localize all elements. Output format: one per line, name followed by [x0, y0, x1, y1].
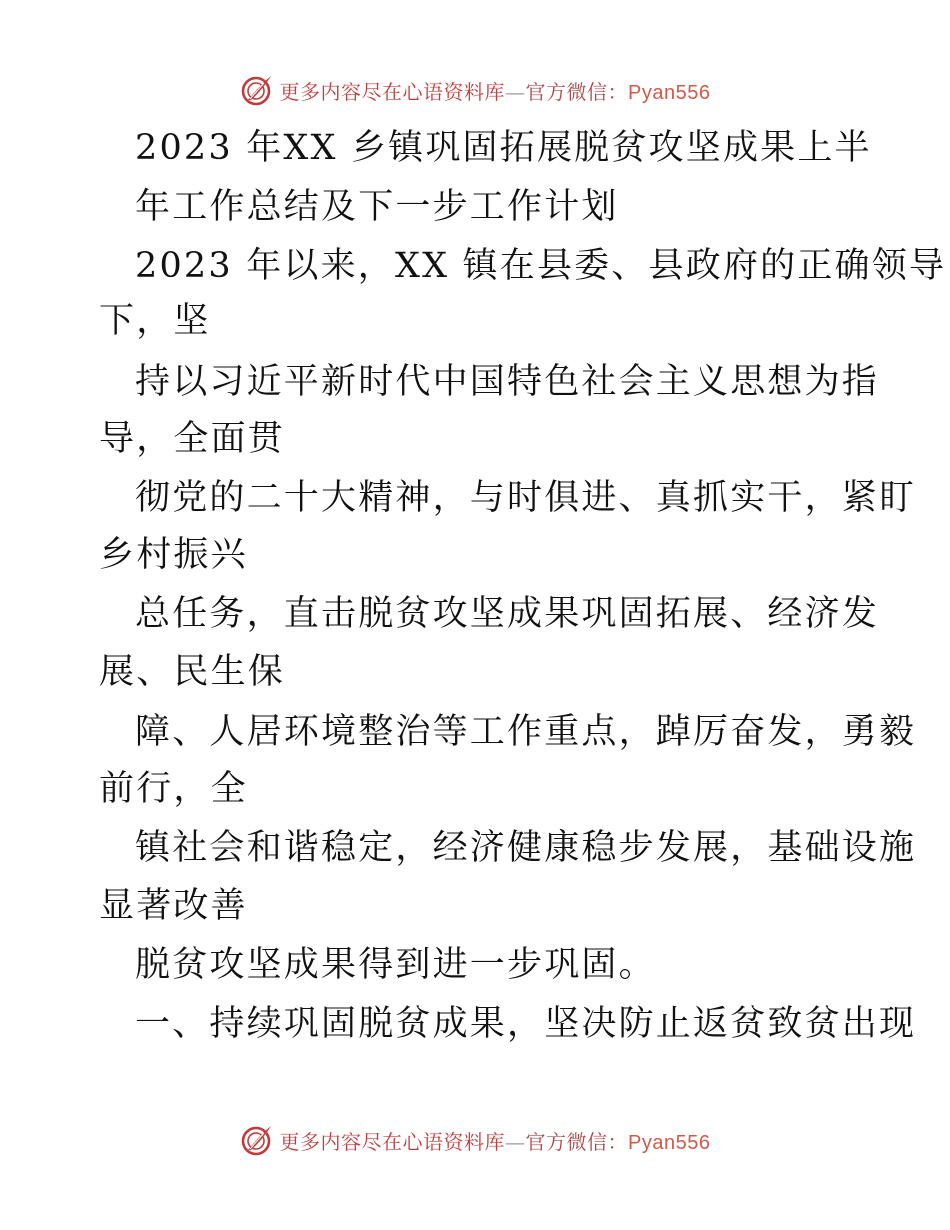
body-line: 展、民生保 — [99, 652, 286, 692]
quill-logo-icon — [240, 1123, 274, 1157]
body-line: 总任务，直击脱贫攻坚成果巩固拓展、经济发 — [135, 594, 880, 634]
watermark-text — [280, 1126, 711, 1155]
body-line: 下，坚 — [99, 301, 211, 341]
body-line: 2023 年以来，XX 镇在县委、县政府的正确领导 — [135, 246, 947, 286]
watermark-dash: — — [505, 1129, 526, 1154]
body-line: 镇社会和谐稳定，经济健康稳步发展，基础设施 — [135, 828, 917, 868]
document-title-line-1: 2023 年XX 乡镇巩固拓展脱贫攻坚成果上半 — [135, 128, 872, 168]
footer-watermark — [0, 1120, 950, 1160]
watermark-dash: — — [505, 79, 526, 104]
watermark-text — [280, 76, 711, 105]
body-line: 乡村振兴 — [99, 535, 248, 575]
body-line: 持以习近平新时代中国特色社会主义思想为指 — [135, 362, 880, 402]
header-watermark — [0, 70, 950, 110]
watermark-wechat-label: 官方微信： — [525, 79, 629, 104]
watermark-wechat-id: Pyan556 — [628, 1131, 711, 1154]
watermark-left-text: 更多内容尽在心语资料库 — [279, 1129, 506, 1154]
body-line: 彻党的二十大精神，与时俱进、真抓实干，紧盯 — [135, 478, 917, 518]
body-line: 显著改善 — [99, 886, 248, 926]
watermark-wechat-label: 官方微信： — [525, 1129, 629, 1154]
document-title-line-2: 年工作总结及下一步工作计划 — [135, 187, 619, 227]
section-heading: 一、持续巩固脱贫成果，坚决防止返贫致贫出现 — [135, 1004, 917, 1044]
watermark-wechat-id: Pyan556 — [628, 81, 711, 104]
body-line: 障、人居环境整治等工作重点，踔厉奋发，勇毅 — [135, 712, 917, 752]
body-line: 脱贫攻坚成果得到进一步巩固。 — [135, 945, 656, 985]
body-line: 导，全面贯 — [99, 419, 286, 459]
watermark-left-text: 更多内容尽在心语资料库 — [279, 79, 506, 104]
quill-logo-icon — [240, 73, 274, 107]
body-line: 前行，全 — [99, 769, 248, 809]
